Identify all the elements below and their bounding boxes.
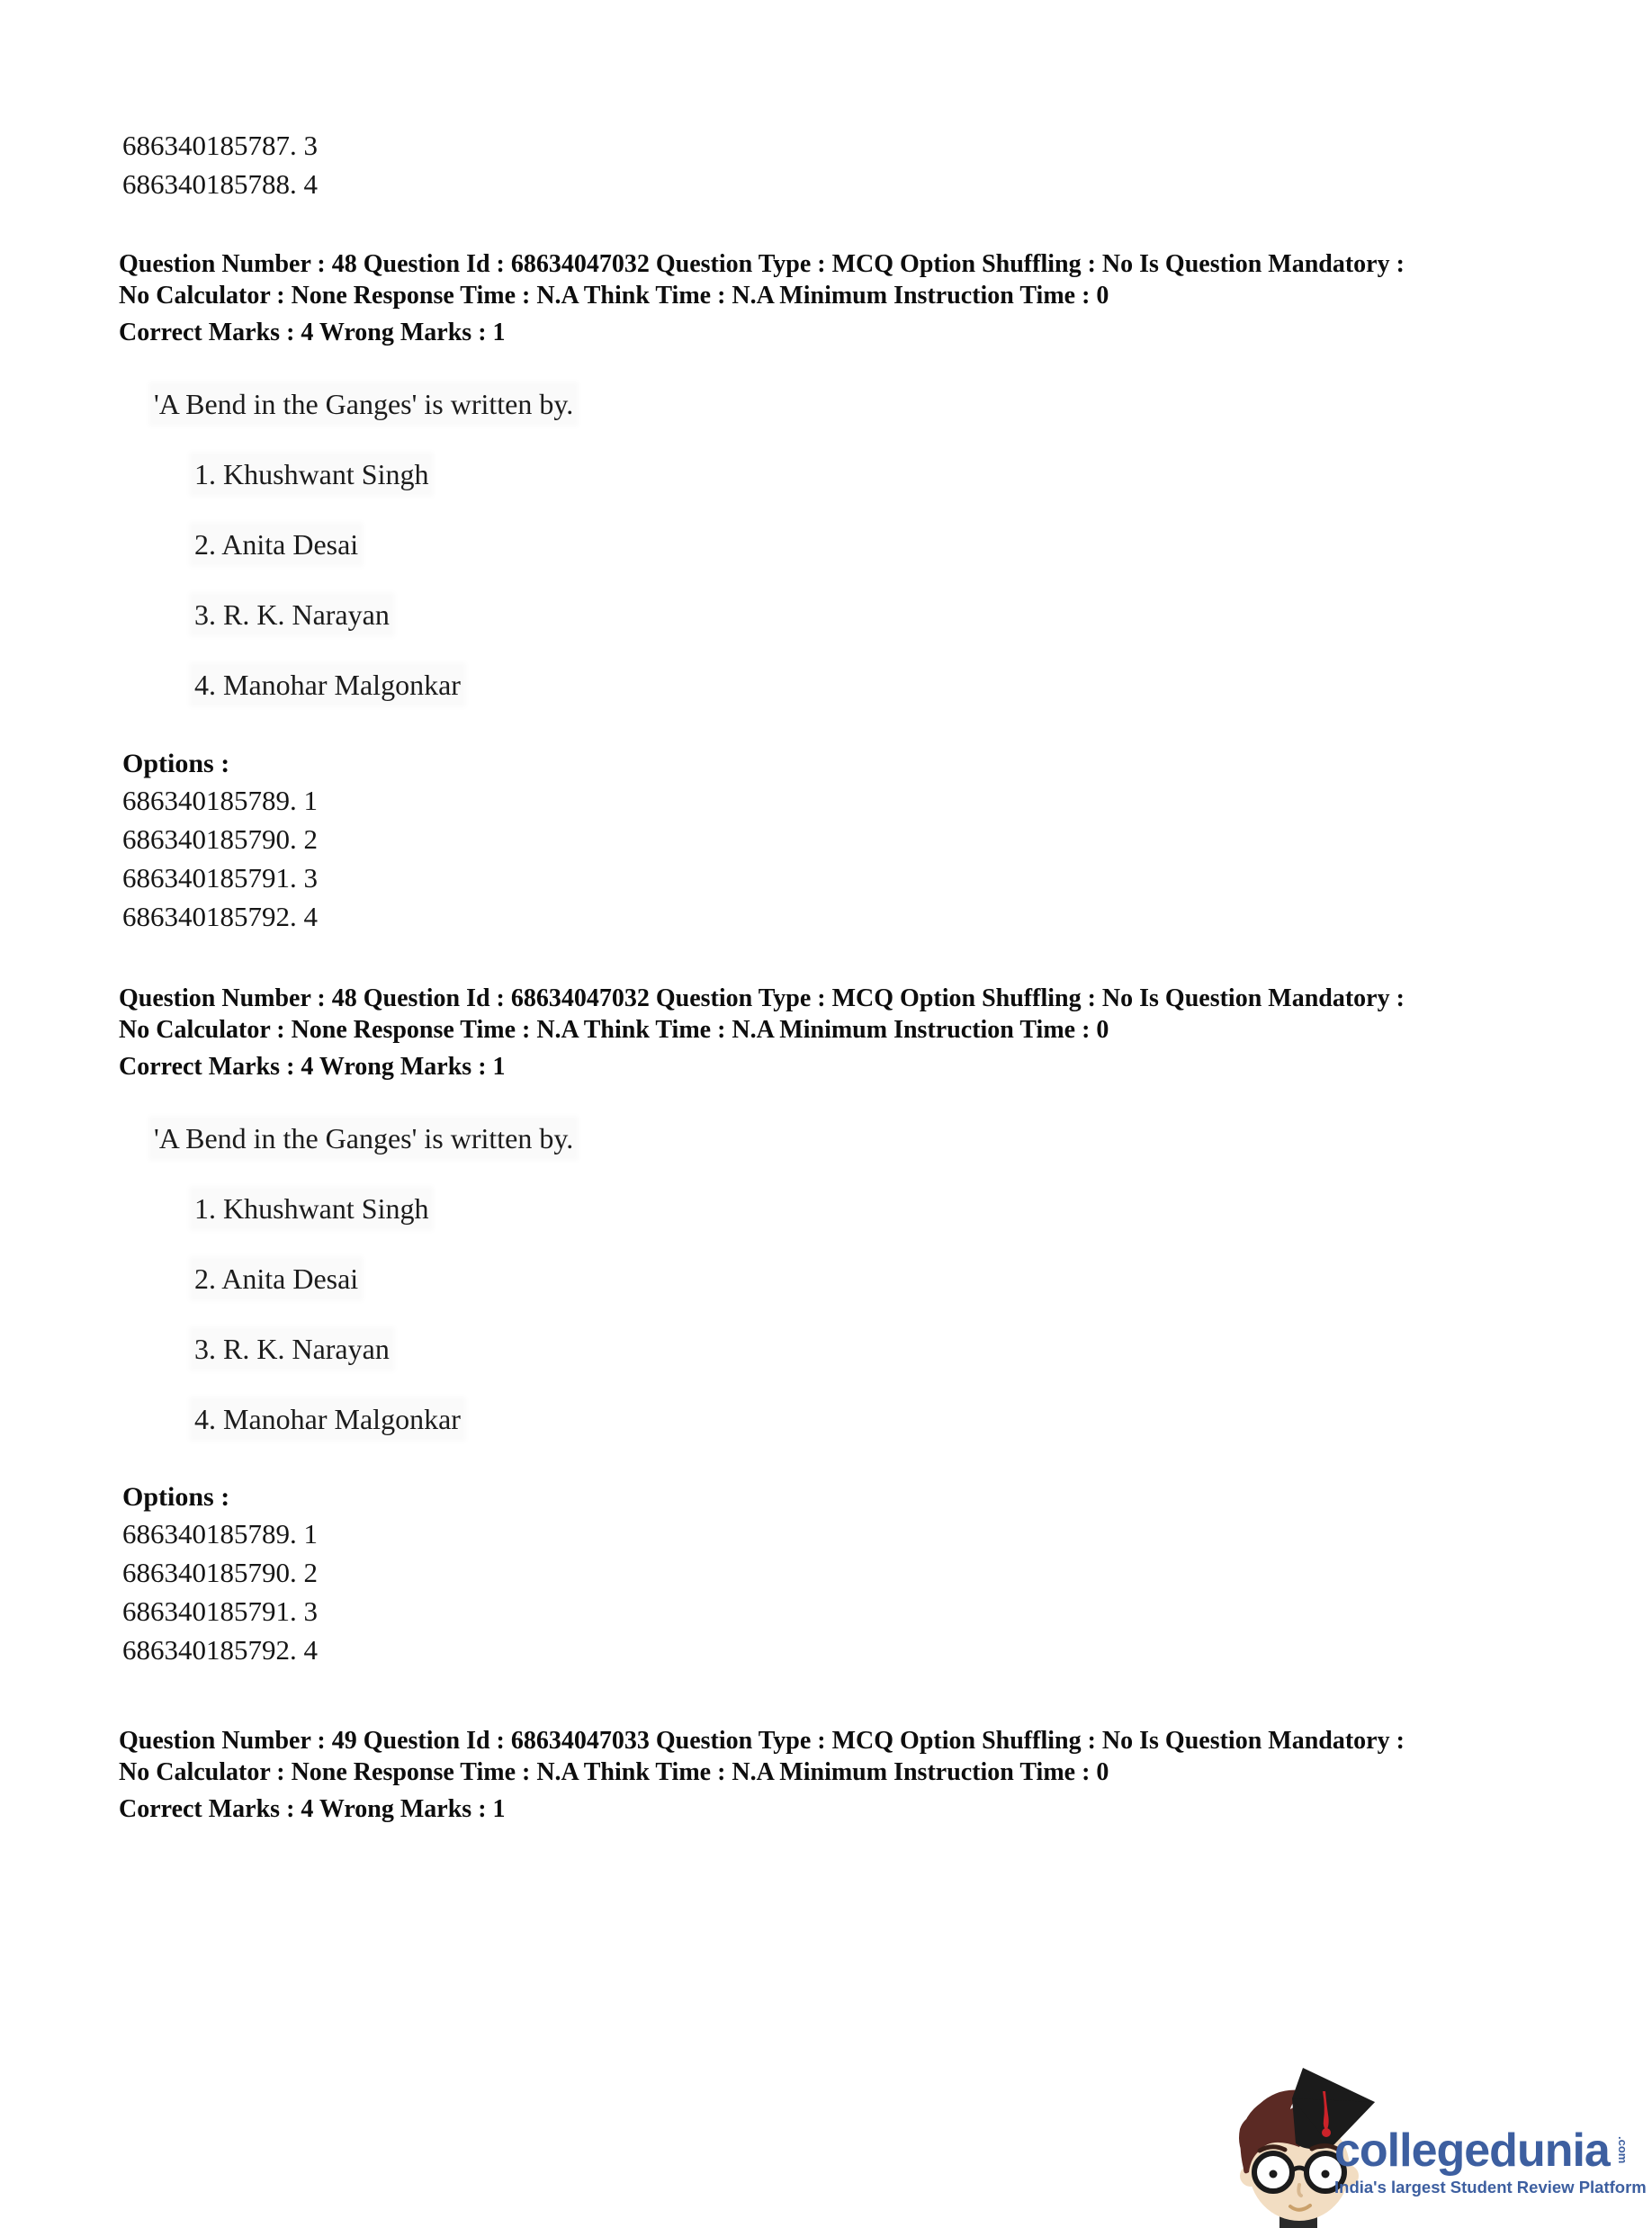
question-48-choice-1: 1. Khushwant Singh (194, 458, 429, 490)
collegedunia-tagline: India's largest Student Review Platform (1334, 2178, 1647, 2197)
option-id-line: 686340185792. 4 (122, 1634, 318, 1666)
question-48-choice-4: 4. Manohar Malgonkar (194, 669, 461, 701)
question-meta-line-1: Question Number : 48 Question Id : 68634047032 Question Type : MCQ Option Shuffling : No Is Question Mandatory : (119, 250, 1405, 278)
question-48-header (119, 248, 1405, 348)
question-48-text: 'A Bend in the Ganges' is written by. (154, 388, 574, 420)
question-48-option-ids (122, 781, 318, 936)
question-marks-line: Correct Marks : 4 Wrong Marks : 1 (119, 1795, 506, 1823)
question-48-repeat-choice-3: 3. R. K. Narayan (194, 1333, 390, 1365)
question-marks-line: Correct Marks : 4 Wrong Marks : 1 (119, 1053, 506, 1081)
question-48-repeat-text: 'A Bend in the Ganges' is written by. (154, 1122, 574, 1154)
question-meta-line-2: No Calculator : None Response Time : N.A Think Time : N.A Minimum Instruction Time : 0 (119, 1016, 1109, 1044)
question-48-choice-2: 2. Anita Desai (194, 528, 359, 561)
option-id-line: 686340185790. 2 (122, 1557, 318, 1588)
option-id-line: 686340185791. 3 (122, 1595, 318, 1627)
option-id-line: 686340185787. 3 (122, 130, 318, 161)
collegedunia-brand-text: collegedunia (1334, 2125, 1610, 2177)
question-48-choice-3: 3. R. K. Narayan (194, 598, 390, 631)
option-id-line: 686340185792. 4 (122, 901, 318, 932)
options-label: Options : (122, 1482, 230, 1512)
question-meta-line-1: Question Number : 48 Question Id : 68634047032 Question Type : MCQ Option Shuffling : No Is Question Mandatory : (119, 984, 1405, 1012)
collegedunia-dotcom-text: .com (1616, 2136, 1630, 2164)
previous-question-option-ids (122, 126, 318, 203)
question-49-header (119, 1725, 1405, 1825)
options-label: Options : (122, 749, 230, 778)
option-id-line: 686340185789. 1 (122, 1518, 318, 1550)
option-id-line: 686340185788. 4 (122, 168, 318, 200)
option-id-line: 686340185791. 3 (122, 862, 318, 894)
question-meta-line-2: No Calculator : None Response Time : N.A Think Time : N.A Minimum Instruction Time : 0 (119, 282, 1109, 310)
collegedunia-logo (1217, 2061, 1647, 2228)
question-48-repeat-choice-4: 4. Manohar Malgonkar (194, 1403, 461, 1435)
question-48-repeat-header (119, 983, 1405, 1083)
option-id-line: 686340185789. 1 (122, 785, 318, 816)
question-marks-line: Correct Marks : 4 Wrong Marks : 1 (119, 319, 506, 346)
option-id-line: 686340185790. 2 (122, 823, 318, 855)
question-48-repeat-choice-1: 1. Khushwant Singh (194, 1192, 429, 1225)
question-meta-line-1: Question Number : 49 Question Id : 68634047033 Question Type : MCQ Option Shuffling : No Is Question Mandatory : (119, 1727, 1405, 1755)
question-48-repeat-choice-2: 2. Anita Desai (194, 1262, 359, 1295)
question-48-repeat-option-ids (122, 1514, 318, 1669)
question-meta-line-2: No Calculator : None Response Time : N.A Think Time : N.A Minimum Instruction Time : 0 (119, 1758, 1109, 1786)
